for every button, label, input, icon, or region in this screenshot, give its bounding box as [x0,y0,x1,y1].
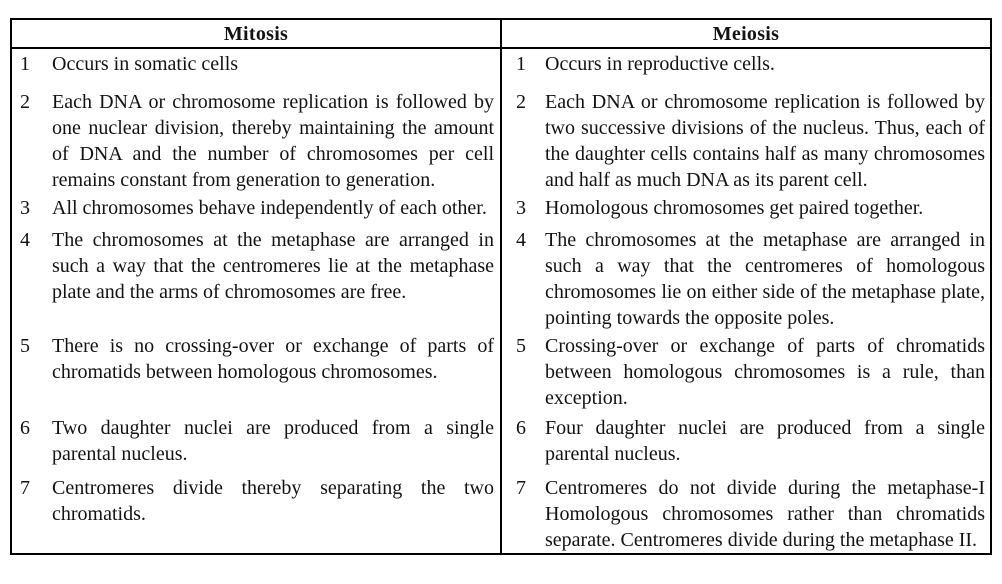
mitosis-cell [11,225,501,331]
mitosis-cell [11,473,501,554]
table-row [11,473,991,554]
mitosis-point-text: All chromosomes behave independently of each other. [52,197,487,219]
mitosis-point-text: The chromosomes at the metaphase are arranged in such a way that the centromeres lie at the metaphase plate and the arms of chromosomes are free. [52,229,494,303]
mitosis-point-text: Occurs in somatic cells [52,53,239,75]
mitosis-cell [11,413,501,473]
meiosis-point-text: Centromeres do not divide during the metaphase-I Homologous chromosomes rather than chromatids separate. Centromeres divide during the metaphase II. [545,477,985,551]
meiosis-cell [501,87,991,193]
mitosis-point-text: There is no crossing-over or exchange of parts of chromatids between homologous chromosomes. [52,335,494,383]
row-number: 7 [516,477,526,499]
meiosis-cell [501,473,991,554]
meiosis-point-text: Homologous chromosomes get paired together. [545,197,924,219]
mitosis-cell [11,193,501,225]
row-number: 2 [516,91,526,113]
table-row [11,413,991,473]
mitosis-cell [11,48,501,87]
row-number: 3 [516,197,526,219]
row-number: 2 [20,91,30,113]
mitosis-point-text: Each DNA or chromosome replication is followed by one nuclear division, thereby maintaining the amount of DNA and the number of chromosomes per cell remains constant from generation to generation. [52,91,494,191]
table-row [11,48,991,87]
row-number: 7 [20,477,30,499]
mitosis-cell [11,331,501,413]
row-number: 5 [20,335,30,357]
row-number: 4 [516,229,526,251]
table-row [11,331,991,413]
header-cell-mitosis: Mitosis [11,19,501,48]
mitosis-cell [11,87,501,193]
row-number: 1 [20,53,30,75]
table-row [11,87,991,193]
meiosis-cell [501,413,991,473]
row-number: 6 [516,417,526,439]
row-number: 3 [20,197,30,219]
row-number: 6 [20,417,30,439]
meiosis-cell [501,193,991,225]
meiosis-point-text: Each DNA or chromosome replication is followed by two successive divisions of the nucleus. Thus, each of the daughter cells contains half as many chromosomes and half as much DNA as its parent cell. [545,91,985,191]
meiosis-point-text: Crossing-over or exchange of parts of chromatids between homologous chromosomes is a rule, than exception. [545,335,985,409]
mitosis-meiosis-comparison-table [10,18,992,555]
meiosis-point-text: Occurs in reproductive cells. [545,53,775,75]
meiosis-cell [501,225,991,331]
mitosis-point-text: Two daughter nuclei are produced from a single parental nucleus. [52,417,494,465]
row-number: 1 [516,53,526,75]
row-number: 5 [516,335,526,357]
meiosis-cell [501,331,991,413]
table-row [11,225,991,331]
meiosis-point-text: Four daughter nuclei are produced from a single parental nucleus. [545,417,985,465]
header-cell-meiosis: Meiosis [501,19,991,48]
mitosis-point-text: Centromeres divide thereby separating the two chromatids. [52,477,494,525]
table-row [11,193,991,225]
row-number: 4 [20,229,30,251]
header-row [11,19,991,48]
meiosis-cell [501,48,991,87]
meiosis-point-text: The chromosomes at the metaphase are arranged in such a way that the centromeres of homologous chromosomes lie on either side of the metaphase plate, pointing towards the opposite poles. [545,229,985,329]
